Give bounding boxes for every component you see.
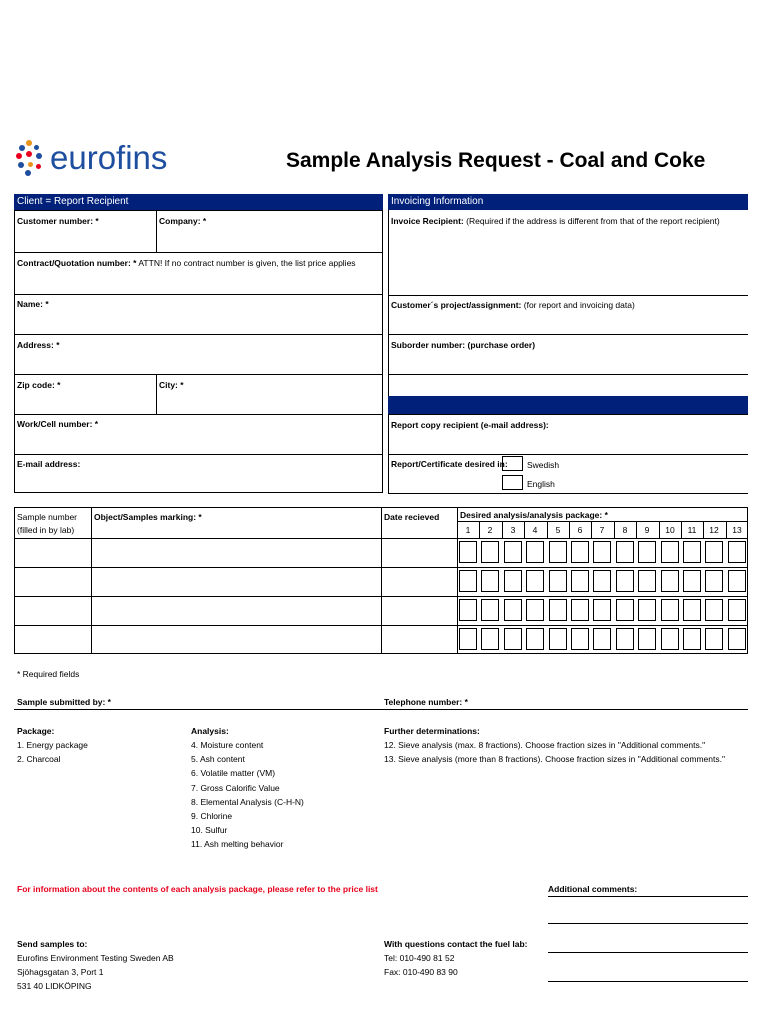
company-label[interactable]: Company: * <box>159 216 207 226</box>
english-checkbox[interactable] <box>502 475 523 490</box>
package-checkbox-r2-c10[interactable] <box>661 570 679 592</box>
sample-number-subheader: (filled in by lab) <box>17 525 75 535</box>
package-checkbox-r1-c3[interactable] <box>504 541 522 563</box>
package-checkbox-r2-c11[interactable] <box>683 570 701 592</box>
package-checkbox-r3-c6[interactable] <box>571 599 589 621</box>
package-checkbox-r4-c10[interactable] <box>661 628 679 650</box>
package-number-6: 6 <box>577 525 583 535</box>
package-number-10: 10 <box>665 525 675 535</box>
package-checkbox-r4-c2[interactable] <box>481 628 499 650</box>
eurofins-logo <box>16 138 168 182</box>
package-checkbox-r4-c3[interactable] <box>504 628 522 650</box>
english-label: English <box>527 479 555 489</box>
package-checkbox-r3-c7[interactable] <box>593 599 611 621</box>
package-number-9: 9 <box>644 525 650 535</box>
package-checkbox-r1-c8[interactable] <box>616 541 634 563</box>
package-checkbox-r1-c2[interactable] <box>481 541 499 563</box>
comments-line[interactable] <box>548 981 748 982</box>
city-label[interactable]: City: * <box>159 380 184 390</box>
package-checkbox-r2-c3[interactable] <box>504 570 522 592</box>
additional-comments-label: Additional comments: <box>548 884 638 894</box>
packages-header: Desired analysis/analysis package: * <box>460 510 608 520</box>
package-number-12: 12 <box>709 525 719 535</box>
package-checkbox-r3-c9[interactable] <box>638 599 656 621</box>
logo-text: eurofins <box>50 139 168 176</box>
email-label[interactable]: E-mail address: <box>17 459 81 469</box>
comments-line[interactable] <box>548 952 748 953</box>
work-cell-label[interactable]: Work/Cell number: * <box>17 419 99 429</box>
package-number-4: 4 <box>532 525 538 535</box>
analysis-item: 11. Ash melting behavior <box>191 839 284 850</box>
comments-line[interactable] <box>548 923 748 924</box>
send-title: Send samples to: <box>17 939 88 949</box>
package-checkbox-r4-c4[interactable] <box>526 628 544 650</box>
package-checkbox-r2-c13[interactable] <box>728 570 746 592</box>
invoice-recipient-field[interactable] <box>391 216 720 226</box>
certificate-label: Report/Certificate desired in: <box>391 459 508 469</box>
customer-number-label[interactable]: Customer number: * <box>17 216 99 226</box>
client-header: Client = Report Recipient <box>17 196 129 207</box>
project-field[interactable] <box>391 300 635 310</box>
package-checkbox-r1-c4[interactable] <box>526 541 544 563</box>
swedish-label: Swedish <box>527 460 560 470</box>
analysis-item: 9. Chlorine <box>191 811 233 821</box>
analysis-item: 7. Gross Calorific Value <box>191 782 280 793</box>
package-checkbox-r2-c4[interactable] <box>526 570 544 592</box>
package-checkbox-r1-c6[interactable] <box>571 541 589 563</box>
name-label[interactable]: Name: * <box>17 299 49 309</box>
swedish-checkbox[interactable] <box>502 456 523 471</box>
contact-title: With questions contact the fuel lab: <box>384 939 528 949</box>
package-checkbox-r3-c4[interactable] <box>526 599 544 621</box>
invoicing-header: Invoicing Information <box>391 196 484 207</box>
date-header: Date recieved <box>384 512 440 522</box>
project-label: Customer´s project/assignment: <box>391 300 522 310</box>
page-title: Sample Analysis Request - Coal and Coke <box>286 149 706 172</box>
package-number-7: 7 <box>599 525 605 535</box>
package-checkbox-r1-c11[interactable] <box>683 541 701 563</box>
package-checkbox-r4-c11[interactable] <box>683 628 701 650</box>
contract-field[interactable] <box>17 258 356 268</box>
analysis-item: 5. Ash content <box>191 754 245 765</box>
send-line: Sjöhagsgatan 3, Port 1 <box>17 967 104 978</box>
package-checkbox-r2-c9[interactable] <box>638 570 656 592</box>
package-number-8: 8 <box>622 525 628 535</box>
analysis-title: Analysis: <box>191 726 229 736</box>
package-checkbox-r2-c5[interactable] <box>549 570 567 592</box>
package-number-3: 3 <box>510 525 516 535</box>
package-checkbox-r4-c12[interactable] <box>705 628 723 650</box>
package-checkbox-r3-c5[interactable] <box>549 599 567 621</box>
package-checkbox-r4-c8[interactable] <box>616 628 634 650</box>
invoicing-separator-bar <box>388 396 748 414</box>
package-checkbox-r4-c6[interactable] <box>571 628 589 650</box>
package-number-5: 5 <box>555 525 561 535</box>
package-item: 1. Energy package <box>17 740 88 750</box>
further-item: 13. Sieve analysis (more than 8 fractions). Choose fraction sizes in "Additional comments." <box>384 754 725 765</box>
price-note: For information about the contents of each analysis package, please refer to the price list <box>17 884 378 894</box>
further-item: 12. Sieve analysis (max. 8 fractions). Choose fraction sizes in "Additional comments." <box>384 740 706 750</box>
contact-line: Tel: 010-490 81 52 <box>384 953 455 963</box>
package-checkbox-r3-c2[interactable] <box>481 599 499 621</box>
package-checkbox-r2-c6[interactable] <box>571 570 589 592</box>
package-checkbox-r2-c8[interactable] <box>616 570 634 592</box>
project-note: (for report and invoicing data) <box>523 300 635 310</box>
send-line: 531 40 LIDKÖPING <box>17 981 92 992</box>
package-checkbox-r3-c12[interactable] <box>705 599 723 621</box>
package-number-2: 2 <box>487 525 493 535</box>
contact-line: Fax: 010-490 83 90 <box>384 967 458 978</box>
package-title: Package: <box>17 726 55 736</box>
package-number-1: 1 <box>465 525 471 535</box>
invoicing-header-bar <box>388 194 748 210</box>
copy-recipient-label[interactable]: Report copy recipient (e-mail address): <box>391 420 549 430</box>
package-checkbox-r1-c13[interactable] <box>728 541 746 563</box>
contract-note: ATTN! If no contract number is given, the list price applies <box>138 258 356 268</box>
invoice-recipient-note: (Required if the address is different from that of the report recipient) <box>466 216 720 226</box>
logo-mark-icon <box>16 140 46 178</box>
package-checkbox-r1-c1[interactable] <box>459 541 477 563</box>
package-checkbox-r1-c12[interactable] <box>705 541 723 563</box>
telephone-label[interactable]: Telephone number: * <box>384 697 468 707</box>
package-item: 2. Charcoal <box>17 754 61 765</box>
analysis-item: 6. Volatile matter (VM) <box>191 768 276 779</box>
package-checkbox-r1-c7[interactable] <box>593 541 611 563</box>
submitted-by-label[interactable]: Sample submitted by: * <box>17 697 111 707</box>
send-line: Eurofins Environment Testing Sweden AB <box>17 953 174 963</box>
package-checkbox-r2-c2[interactable] <box>481 570 499 592</box>
package-checkbox-r3-c8[interactable] <box>616 599 634 621</box>
package-checkbox-r3-c1[interactable] <box>459 599 477 621</box>
package-checkbox-r3-c3[interactable] <box>504 599 522 621</box>
package-checkbox-r1-c9[interactable] <box>638 541 656 563</box>
package-checkbox-r4-c7[interactable] <box>593 628 611 650</box>
package-checkbox-r3-c10[interactable] <box>661 599 679 621</box>
address-label[interactable]: Address: * <box>17 340 60 350</box>
analysis-item: 8. Elemental Analysis (C-H-N) <box>191 796 304 807</box>
marking-header: Object/Samples marking: * <box>94 512 202 522</box>
package-checkbox-r1-c5[interactable] <box>549 541 567 563</box>
package-number-13: 13 <box>732 525 742 535</box>
package-checkbox-r2-c7[interactable] <box>593 570 611 592</box>
package-number-11: 11 <box>687 525 697 535</box>
client-header-bar <box>14 194 383 210</box>
further-title: Further determinations: <box>384 726 480 736</box>
package-checkbox-r4-c1[interactable] <box>459 628 477 650</box>
package-checkbox-r3-c13[interactable] <box>728 599 746 621</box>
suborder-label[interactable]: Suborder number: (purchase order) <box>391 340 536 350</box>
analysis-item: 10. Sulfur <box>191 825 228 836</box>
zip-label[interactable]: Zip code: * <box>17 380 61 390</box>
invoice-recipient-label: Invoice Recipient: <box>391 216 464 226</box>
package-checkbox-r2-c1[interactable] <box>459 570 477 592</box>
sample-number-header: Sample number <box>17 512 78 522</box>
package-checkbox-r1-c10[interactable] <box>661 541 679 563</box>
required-note: * Required fields <box>17 669 80 679</box>
analysis-item: 4. Moisture content <box>191 740 264 750</box>
package-checkbox-r2-c12[interactable] <box>705 570 723 592</box>
package-checkbox-r4-c9[interactable] <box>638 628 656 650</box>
package-checkbox-r4-c5[interactable] <box>549 628 567 650</box>
package-checkbox-r4-c13[interactable] <box>728 628 746 650</box>
package-checkbox-r3-c11[interactable] <box>683 599 701 621</box>
contract-label: Contract/Quotation number: * <box>17 258 137 268</box>
